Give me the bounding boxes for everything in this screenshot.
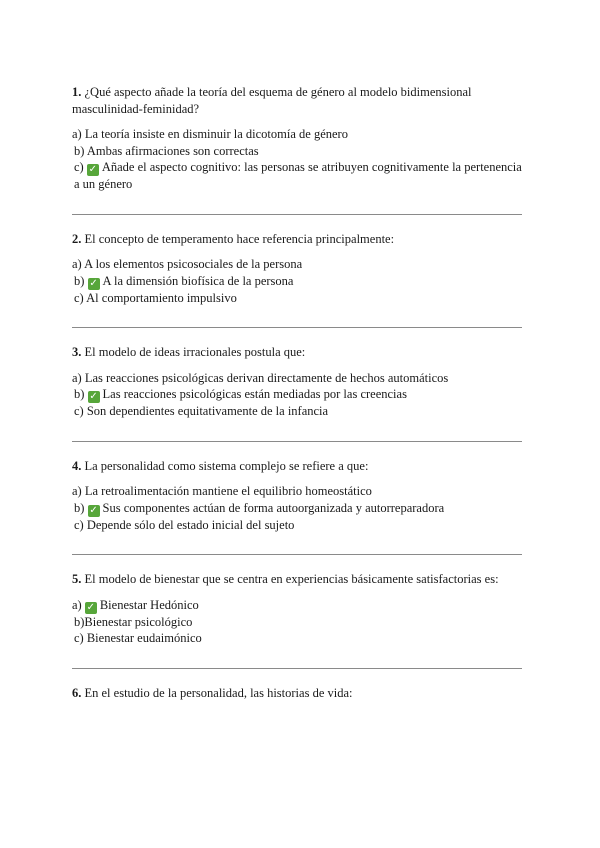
question-text: [72, 231, 524, 248]
question-text: [72, 571, 524, 588]
check-mark-icon: ✓: [88, 164, 98, 175]
answer-options: [72, 483, 524, 533]
option-label: a): [72, 257, 82, 271]
option-a: [72, 597, 524, 614]
option-label: b): [74, 273, 85, 288]
option-a: [72, 483, 524, 500]
answer-options: [72, 126, 524, 193]
question-number: 4.: [72, 458, 82, 473]
question-prompt: El modelo de ideas irracionales postula que:: [84, 345, 306, 359]
option-text: Las reacciones psicológicas derivan directamente de hechos automáticos: [84, 370, 449, 385]
question-2: [72, 231, 524, 307]
option-c: [72, 159, 524, 193]
option-text: Bienestar eudaimónico: [86, 631, 202, 645]
check-mark-icon: ✓: [89, 277, 98, 289]
option-label: c): [74, 290, 84, 305]
check-mark-icon: ✓: [89, 391, 98, 402]
question-3: [72, 344, 524, 420]
question-4: [72, 458, 524, 534]
divider: [72, 327, 522, 328]
question-text: [72, 84, 524, 117]
option-a: [72, 256, 524, 273]
option-text: La retroalimentación mantiene el equilibrio homeostático: [84, 484, 372, 498]
option-text: La teoría insiste en disminuir la dicotomía de género: [84, 127, 348, 141]
question-prompt: ¿Qué aspecto añade la teoría del esquema de género al modelo bidimensional masculinidad-feminidad?: [72, 85, 472, 116]
question-number: 5.: [72, 572, 82, 586]
check-mark-icon: ✓: [89, 504, 98, 516]
question-prompt: En el estudio de la personalidad, las historias de vida:: [84, 685, 353, 700]
divider: [72, 554, 522, 555]
option-label: a): [72, 127, 82, 141]
option-text: Ambas afirmaciones son correctas: [86, 143, 259, 158]
option-label: c): [74, 631, 84, 645]
divider: [72, 441, 522, 442]
check-mark-icon: ✓: [86, 601, 96, 613]
option-c: [72, 517, 524, 534]
option-c: [72, 630, 524, 647]
question-text: [72, 458, 524, 475]
question-text: [72, 685, 524, 702]
divider: [72, 214, 522, 215]
option-label: c): [74, 160, 84, 174]
option-c: [72, 290, 524, 307]
option-b: [72, 273, 524, 290]
option-a: [72, 370, 524, 387]
option-text: Las reacciones psicológicas están mediadas por las creencias: [102, 387, 407, 401]
option-label: b): [74, 143, 85, 158]
option-c: [72, 403, 524, 420]
question-5: [72, 571, 524, 647]
question-number: 2.: [72, 231, 82, 246]
option-b: [72, 614, 524, 631]
option-label: a): [72, 484, 82, 498]
question-6: [72, 685, 524, 702]
option-label: c): [74, 404, 84, 418]
option-text: Al comportamiento impulsivo: [86, 290, 237, 305]
question-prompt: La personalidad como sistema complejo se refiere a que:: [84, 458, 369, 473]
option-b: [72, 386, 524, 403]
option-text: Sus componentes actúan de forma autoorganizada y autorreparadora: [102, 500, 445, 515]
option-text: Depende sólo del estado inicial del sujeto: [86, 517, 295, 532]
option-label: b): [74, 387, 85, 401]
question-number: 1.: [72, 85, 82, 99]
question-1: [72, 84, 524, 193]
question-prompt: El modelo de bienestar que se centra en experiencias básicamente satisfactorias es:: [84, 572, 499, 586]
option-a: [72, 126, 524, 143]
option-text: A los elementos psicosociales de la persona: [84, 257, 303, 271]
option-b: [72, 500, 524, 517]
option-label: b): [74, 614, 85, 629]
option-b: [72, 143, 524, 160]
option-text: A la dimensión biofísica de la persona: [102, 273, 294, 288]
option-text: Bienestar psicológico: [84, 614, 193, 629]
option-label: b): [74, 500, 85, 515]
question-number: 3.: [72, 345, 82, 359]
option-label: a): [72, 597, 82, 612]
option-text: Añade el aspecto cognitivo: las personas se atribuyen cognitivamente la pertenencia a un género: [74, 160, 522, 191]
answer-options: [72, 597, 524, 647]
option-label: c): [74, 517, 84, 532]
option-text: Bienestar Hedónico: [99, 597, 199, 612]
divider: [72, 668, 522, 669]
option-text: Son dependientes equitativamente de la infancia: [86, 404, 329, 418]
question-number: 6.: [72, 685, 82, 700]
answer-options: [72, 256, 524, 306]
quiz-document: [72, 84, 524, 710]
question-text: [72, 344, 524, 361]
question-prompt: El concepto de temperamento hace referencia principalmente:: [84, 231, 395, 246]
answer-options: [72, 370, 524, 420]
option-label: a): [72, 370, 82, 385]
